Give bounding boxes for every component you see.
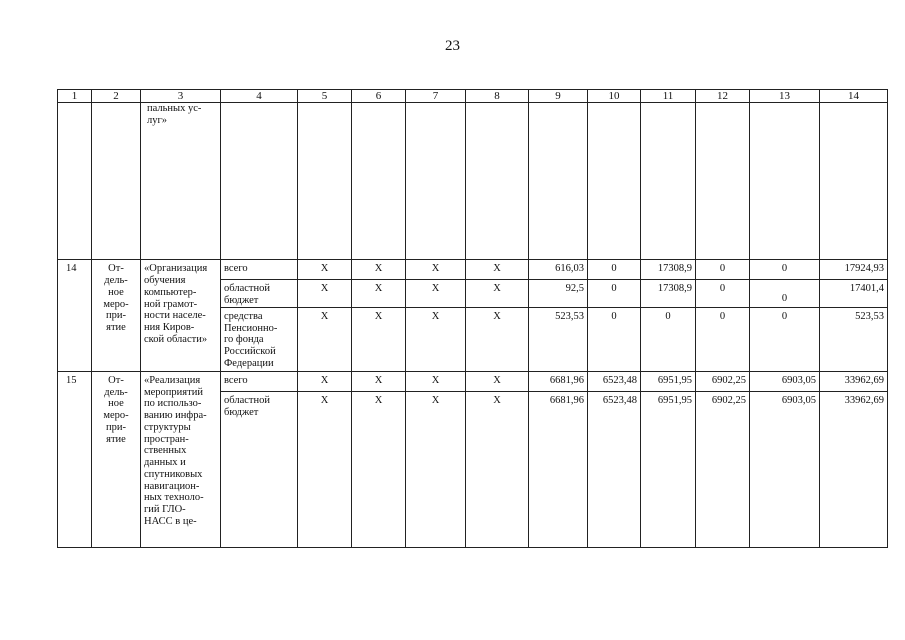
- row-number: 15: [58, 371, 92, 547]
- cell: 0: [750, 280, 820, 308]
- header-cell: 9: [529, 90, 588, 103]
- cell: 0: [696, 280, 750, 308]
- cell: 523,53: [820, 307, 888, 371]
- funding-source: областной бюджет: [221, 391, 298, 547]
- cell: Х: [406, 371, 466, 391]
- cell: Х: [298, 371, 352, 391]
- cell: Х: [406, 307, 466, 371]
- cell: Х: [298, 391, 352, 547]
- budget-table: [57, 89, 888, 548]
- header-cell: 8: [466, 90, 529, 103]
- header-cell: 1: [58, 90, 92, 103]
- cell: 523,53: [529, 307, 588, 371]
- header-cell: 7: [406, 90, 466, 103]
- funding-source: средства Пенсионно- го фонда Российской Федерации: [221, 307, 298, 371]
- cell: 6951,95: [641, 391, 696, 547]
- header-cell: 2: [92, 90, 141, 103]
- header-cell: 5: [298, 90, 352, 103]
- cell: Х: [298, 307, 352, 371]
- cell: Х: [466, 391, 529, 547]
- continuation-name: пальных ус- луг»: [141, 103, 221, 260]
- cell: 6903,05: [750, 371, 820, 391]
- cell: Х: [352, 391, 406, 547]
- table-row: [58, 371, 888, 391]
- row-type: От- дель- ное меро- при- ятие: [92, 260, 141, 372]
- cell: 6681,96: [529, 391, 588, 547]
- funding-source: всего: [221, 260, 298, 280]
- cell: Х: [466, 307, 529, 371]
- cell: Х: [466, 280, 529, 308]
- cell: Х: [352, 371, 406, 391]
- cell: 0: [696, 260, 750, 280]
- continuation-row: [58, 103, 888, 260]
- cell: 33962,69: [820, 391, 888, 547]
- row-name: «Организация обучения компьютер- ной грамот- ности населе- ния Киров- ской области»: [141, 260, 221, 372]
- header-cell: 11: [641, 90, 696, 103]
- header-cell: 10: [588, 90, 641, 103]
- cell: 616,03: [529, 260, 588, 280]
- cell: 0: [750, 307, 820, 371]
- table-row: [58, 260, 888, 280]
- page-number: 23: [445, 38, 460, 54]
- header-cell: 13: [750, 90, 820, 103]
- cell: Х: [466, 371, 529, 391]
- header-cell: 4: [221, 90, 298, 103]
- cell: 6902,25: [696, 371, 750, 391]
- cell: Х: [298, 280, 352, 308]
- row-name: «Реализация мероприятий по использо- ванию инфра- структуры простран- ственных данных и спутниковых навигацион- ных техноло- гий ГЛО- НАСС в це-: [141, 371, 221, 547]
- cell: 17401,4: [820, 280, 888, 308]
- cell: Х: [352, 280, 406, 308]
- cell: 0: [641, 307, 696, 371]
- cell: 0: [696, 307, 750, 371]
- cell: Х: [466, 260, 529, 280]
- cell: Х: [406, 260, 466, 280]
- cell: 0: [750, 260, 820, 280]
- cell: 0: [588, 260, 641, 280]
- funding-source: всего: [221, 371, 298, 391]
- cell: 33962,69: [820, 371, 888, 391]
- cell: 6523,48: [588, 391, 641, 547]
- cell: Х: [406, 280, 466, 308]
- row-number: 14: [58, 260, 92, 372]
- cell: Х: [352, 260, 406, 280]
- cell: Х: [298, 260, 352, 280]
- cell: Х: [352, 307, 406, 371]
- header-cell: 14: [820, 90, 888, 103]
- cell: Х: [406, 391, 466, 547]
- cell: 17308,9: [641, 280, 696, 308]
- cell: 0: [588, 307, 641, 371]
- cell: 6681,96: [529, 371, 588, 391]
- funding-source: областной бюджет: [221, 280, 298, 308]
- header-cell: 3: [141, 90, 221, 103]
- cell: 6523,48: [588, 371, 641, 391]
- header-cell: 12: [696, 90, 750, 103]
- cell: 0: [588, 280, 641, 308]
- cell: 17308,9: [641, 260, 696, 280]
- cell: 17924,93: [820, 260, 888, 280]
- column-number-header-row: [58, 90, 888, 103]
- cell: 6951,95: [641, 371, 696, 391]
- row-type: От- дель- ное меро- при- ятие: [92, 371, 141, 547]
- cell: 6903,05: [750, 391, 820, 547]
- cell: 92,5: [529, 280, 588, 308]
- cell: 6902,25: [696, 391, 750, 547]
- header-cell: 6: [352, 90, 406, 103]
